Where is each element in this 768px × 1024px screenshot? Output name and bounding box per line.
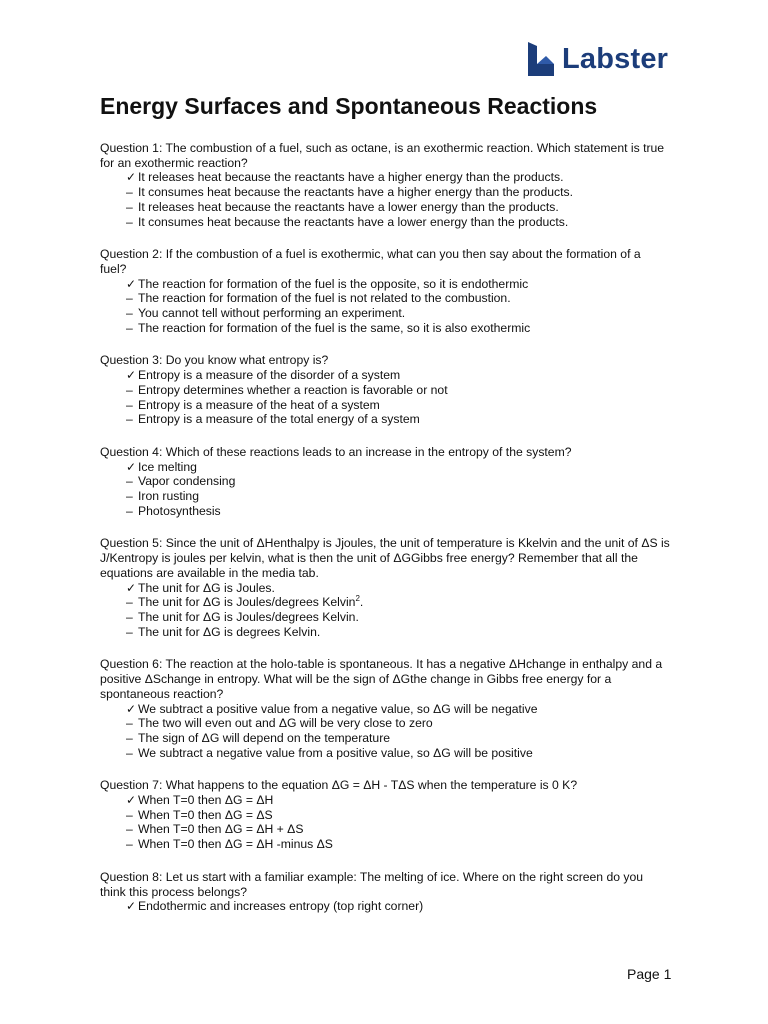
answer-text: Vapor condensing [138,474,236,489]
answer-list [100,460,670,519]
answer-option [126,837,670,852]
answer-list [100,899,670,914]
answer-text: Iron rusting [138,489,199,504]
correct-answer [126,277,670,292]
question-block [100,353,670,427]
dash-icon: – [126,503,133,518]
answer-text: The unit for ΔG is Joules/degrees Kelvin. [138,609,359,624]
checkmark-icon: ✓ [126,368,137,383]
answer-text: It consumes heat because the reactants have a lower energy than the products. [138,214,569,229]
checkmark-icon: ✓ [126,459,137,474]
dash-icon: – [126,382,133,397]
dash-icon: – [126,474,133,489]
dash-icon: – [126,291,133,306]
checkmark-icon: ✓ [126,701,137,716]
dash-icon: – [126,807,133,822]
dash-icon: – [126,837,133,852]
answer-text-suffix: . [359,595,364,610]
dash-icon: – [126,412,133,427]
brand-name: Labster [562,42,669,75]
question-text: Question 3: Do you know what entropy is? [100,353,329,368]
dash-icon: – [126,595,133,610]
answer-text: When T=0 then ΔG = ΔH -minus ΔS [138,837,333,852]
question-text: Question 6: The reaction at the holo-table is spontaneous. It has a negative ΔHchange in enthalpy and a positive ΔSchange in entropy. What will be the sign of ΔGthe change in Gibbs free energy for a spontaneous reaction? [100,657,663,701]
answer-option [126,383,670,398]
labster-logo-icon [526,42,556,76]
correct-answer [126,460,670,475]
answer-option [126,822,670,837]
question-text: Question 2: If the combustion of a fuel is exothermic, what can you then say about the formation of a fuel? [100,247,641,276]
answer-text: Ice melting [138,459,197,474]
answer-text: It releases heat because the reactants have a lower energy than the products. [138,199,559,214]
correct-answer [126,170,670,185]
answer-option [126,808,670,823]
answer-text: The reaction for formation of the fuel is the opposite, so it is endothermic [138,276,529,291]
dash-icon: – [126,320,133,335]
answer-option [126,595,670,610]
dash-icon: – [126,397,133,412]
answer-option [126,731,670,746]
answer-list [100,368,670,427]
correct-answer [126,702,670,717]
answer-text: When T=0 then ΔG = ΔS [138,807,273,822]
question-text: Question 1: The combustion of a fuel, such as octane, is an exothermic reaction. Which statement is true for an exothermic reaction? [100,141,665,170]
answer-option [126,504,670,519]
question-block [100,657,670,760]
answer-text: The sign of ΔG will depend on the temperature [138,730,391,745]
checkmark-icon: ✓ [126,276,137,291]
answer-text: When T=0 then ΔG = ΔH + ΔS [138,822,304,837]
answer-option [126,489,670,504]
dash-icon: – [126,624,133,639]
checkmark-icon: ✓ [126,580,137,595]
answer-list [100,702,670,761]
dash-icon: – [126,822,133,837]
answer-option [126,746,670,761]
answer-option [126,398,670,413]
question-text: Question 8: Let us start with a familiar example: The melting of ice. Where on the right screen do you think this process belongs? [100,869,644,899]
answer-option [126,625,670,640]
question-block [100,445,670,519]
question-text: Question 4: Which of these reactions leads to an increase in the entropy of the system? [100,444,572,459]
correct-answer [126,581,670,596]
answer-option [126,291,670,306]
answer-text: It releases heat because the reactants have a higher energy than the products. [138,170,564,185]
correct-answer [126,368,670,383]
page-title: Energy Surfaces and Spontaneous Reactions [100,93,598,119]
answer-list [100,170,670,229]
correct-answer [126,899,670,914]
dash-icon: – [126,730,133,745]
answer-option [126,412,670,427]
answer-option [126,185,670,200]
answer-text: We subtract a negative value from a positive value, so ΔG will be positive [138,745,533,760]
superscript: 2 [355,594,360,604]
question-block [100,247,670,335]
question-list [100,141,670,932]
question-block [100,870,670,914]
answer-text: The reaction for formation of the fuel is not related to the combustion. [138,291,511,306]
checkmark-icon: ✓ [126,793,137,808]
dash-icon: – [126,716,133,731]
answer-option [126,200,670,215]
answer-option [126,215,670,230]
answer-text: Entropy determines whether a reaction is favorable or not [138,382,448,397]
page-number: Page 1 [627,966,672,982]
answer-option [126,610,670,625]
answer-text: Entropy is a measure of the disorder of a system [138,368,401,383]
question-text: Question 7: What happens to the equation ΔG = ΔH - TΔS when the temperature is 0 K? [100,778,578,793]
brand-logo [526,42,668,76]
answer-list [100,277,670,336]
answer-text: The unit for ΔG is Joules. [138,580,275,595]
dash-icon: – [126,185,133,200]
dash-icon: – [126,306,133,321]
answer-list [100,581,670,640]
dash-icon: – [126,489,133,504]
answer-text: The unit for ΔG is degrees Kelvin. [138,624,321,639]
answer-text: You cannot tell without performing an experiment. [138,306,406,321]
answer-text: The two will even out and ΔG will be very close to zero [138,716,433,731]
answer-text: The unit for ΔG is Joules/degrees Kelvin [138,595,356,610]
dash-icon: – [126,745,133,760]
question-text: Question 5: Since the unit of ΔHenthalpy is Jjoules, the unit of temperature is Kkelvin and the unit of ΔS is J/Kentropy is joules per kelvin, what is then the unit of ΔGGibbs free energy? Remember that all the equations are available in the media tab. [100,536,670,580]
answer-text: It consumes heat because the reactants have a higher energy than the products. [138,185,573,200]
answer-text: Entropy is a measure of the total energy of a system [138,412,420,427]
question-block [100,536,670,639]
correct-answer [126,793,670,808]
answer-option [126,321,670,336]
answer-list [100,793,670,852]
answer-text: When T=0 then ΔG = ΔH [138,793,274,808]
answer-option [126,716,670,731]
answer-text: Photosynthesis [138,503,221,518]
answer-text: The reaction for formation of the fuel is the same, so it is also exothermic [138,320,531,335]
dash-icon: – [126,199,133,214]
answer-text: We subtract a positive value from a negative value, so ΔG will be negative [138,701,538,716]
question-block [100,141,670,229]
checkmark-icon: ✓ [126,170,137,185]
answer-text: Entropy is a measure of the heat of a system [138,397,380,412]
checkmark-icon: ✓ [126,899,137,914]
answer-option [126,306,670,321]
dash-icon: – [126,609,133,624]
answer-text: Endothermic and increases entropy (top right corner) [138,899,424,914]
question-block [100,778,670,852]
answer-option [126,474,670,489]
dash-icon: – [126,214,133,229]
